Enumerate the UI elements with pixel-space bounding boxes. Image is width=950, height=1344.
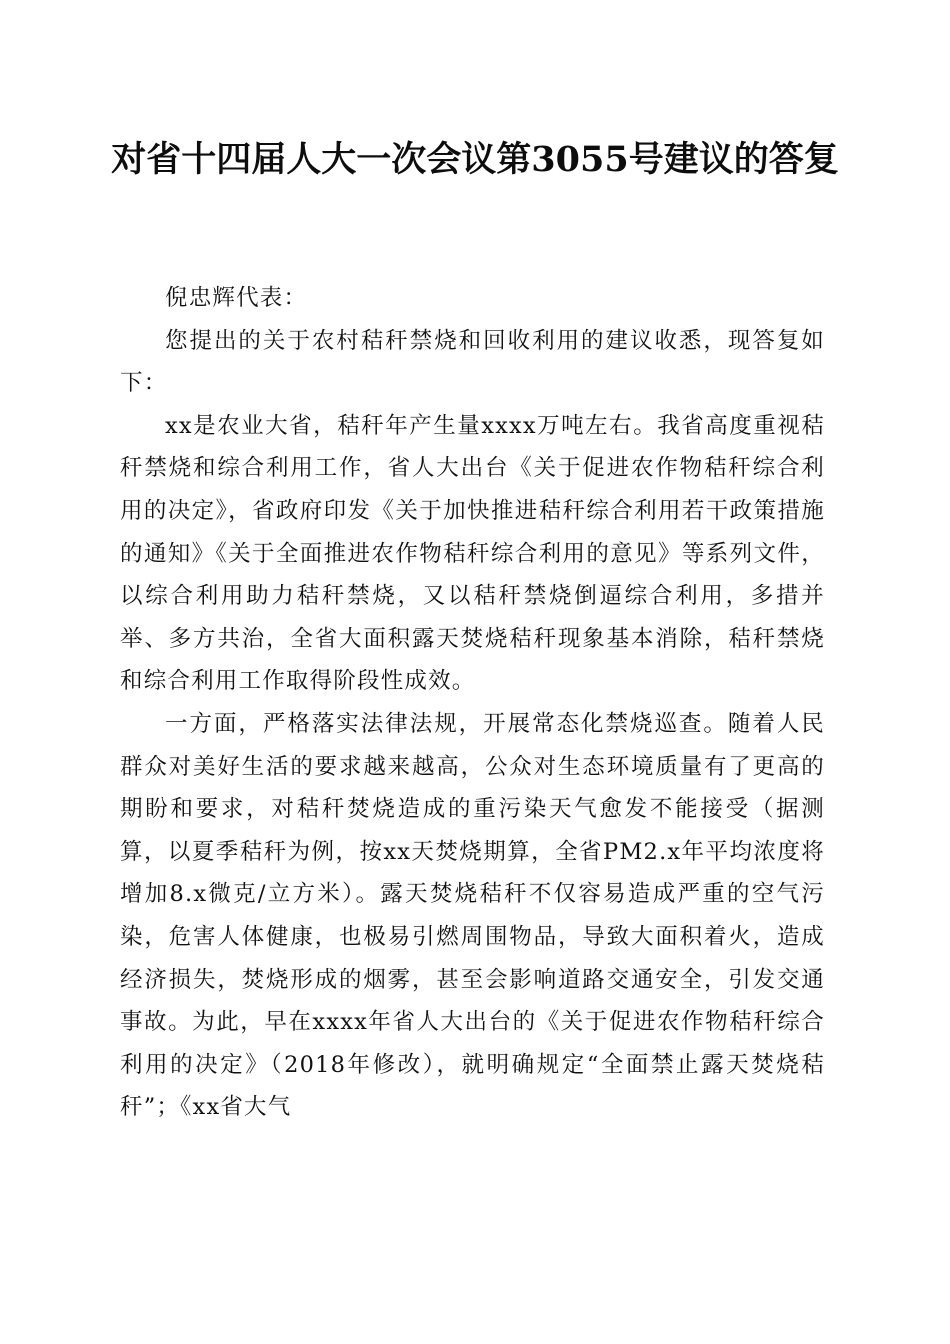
- salutation: 倪忠辉代表：: [165, 285, 308, 311]
- paragraph-overview: xx是农业大省，秸秆年产生量xxxx万吨左右。我省高度重视秸秆禁烧和综合利用工作，省人大出台《关于促进农作物秸秆综合利用的决定》，省政府印发《关于加快推进秸秆综合利用若干政策措施的通知》《关于全面推进农作物秸秆综合利用的意见》等系列文件，以综合利用助力秸秆禁烧，又以秸秆禁烧倒逼综合利用，多措并举、多方共治，全省大面积露天焚烧秸秆现象基本消除，秸秆禁烧和综合利用工作取得阶段性成效。: [120, 412, 825, 695]
- document-title: 对省十四届人大一次会议第3055号建议的答复: [111, 139, 839, 180]
- paragraph-regulations: 一方面，严格落实法律法规，开展常态化禁烧巡查。随着人民群众对美好生活的要求越来越高，公众对生态环境质量有了更高的期盼和要求，对秸秆焚烧造成的重污染天气愈发不能接受（据测算，以夏季秸秆为例，按xx天焚烧期算，全省PM2.x年平均浓度将增加8.x微克/立方米）。露天焚烧秸秆不仅容易造成严重的空气污染，危害人体健康，也极易引燃周围物品，导致大面积着火，造成经济损失，焚烧形成的烟雾，甚至会影响道路交通安全，引发交通事故。为此，早在xxxx年省人大出台的《关于促进农作物秸秆综合利用的决定》（2018年修改），就明确规定“全面禁止露天焚烧秸秆”；《xx省大气: [120, 710, 825, 1121]
- paragraph-acknowledgement: 您提出的关于农村秸秆禁烧和回收利用的建议收悉，现答复如下：: [120, 327, 825, 397]
- document-body: [120, 277, 825, 1129]
